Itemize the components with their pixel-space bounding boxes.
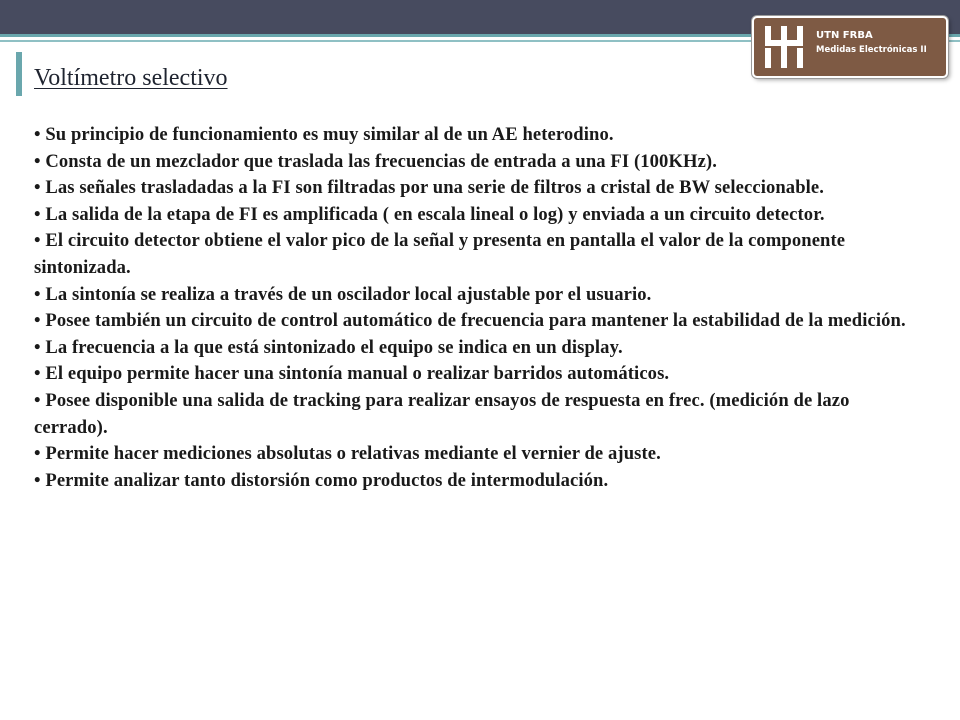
- bullet-item: • La frecuencia a la que está sintonizado el equipo se indica en un display.: [34, 335, 924, 362]
- bullet-item: • Consta de un mezclador que traslada las frecuencias de entrada a una FI (100KHz).: [34, 149, 924, 176]
- logo-subtitle: Medidas Electrónicas II: [816, 45, 927, 55]
- bullet-item: • El circuito detector obtiene el valor pico de la señal y presenta en pantalla el valor de la componente sintonizada.: [34, 228, 924, 281]
- logo-badge: [752, 16, 948, 78]
- slide-title: Voltímetro selectivo: [34, 65, 228, 91]
- title-accent-bar: [16, 52, 22, 96]
- bullet-item: • Su principio de funcionamiento es muy similar al de un AE heterodino.: [34, 122, 924, 149]
- bullet-item: • El equipo permite hacer una sintonía manual o realizar barridos automáticos.: [34, 361, 924, 388]
- bullet-item: • Permite analizar tanto distorsión como productos de intermodulación.: [34, 468, 924, 495]
- bullet-item: • La sintonía se realiza a través de un oscilador local ajustable por el usuario.: [34, 282, 924, 309]
- bullet-item: • Posee también un circuito de control automático de frecuencia para mantener la estabilidad de la medición.: [34, 308, 924, 335]
- bullet-list: [34, 122, 924, 494]
- logo-title: UTN FRBA: [816, 30, 873, 41]
- bullet-item: • Permite hacer mediciones absolutas o relativas mediante el vernier de ajuste.: [34, 441, 924, 468]
- bullet-item: • La salida de la etapa de FI es amplificada ( en escala lineal o log) y enviada a un circuito detector.: [34, 202, 924, 229]
- bullet-item: • Las señales trasladadas a la FI son filtradas por una serie de filtros a cristal de BW seleccionable.: [34, 175, 924, 202]
- bullet-item: • Posee disponible una salida de tracking para realizar ensayos de respuesta en frec. (medición de lazo cerrado).: [34, 388, 924, 441]
- utn-logo-icon: [760, 24, 808, 70]
